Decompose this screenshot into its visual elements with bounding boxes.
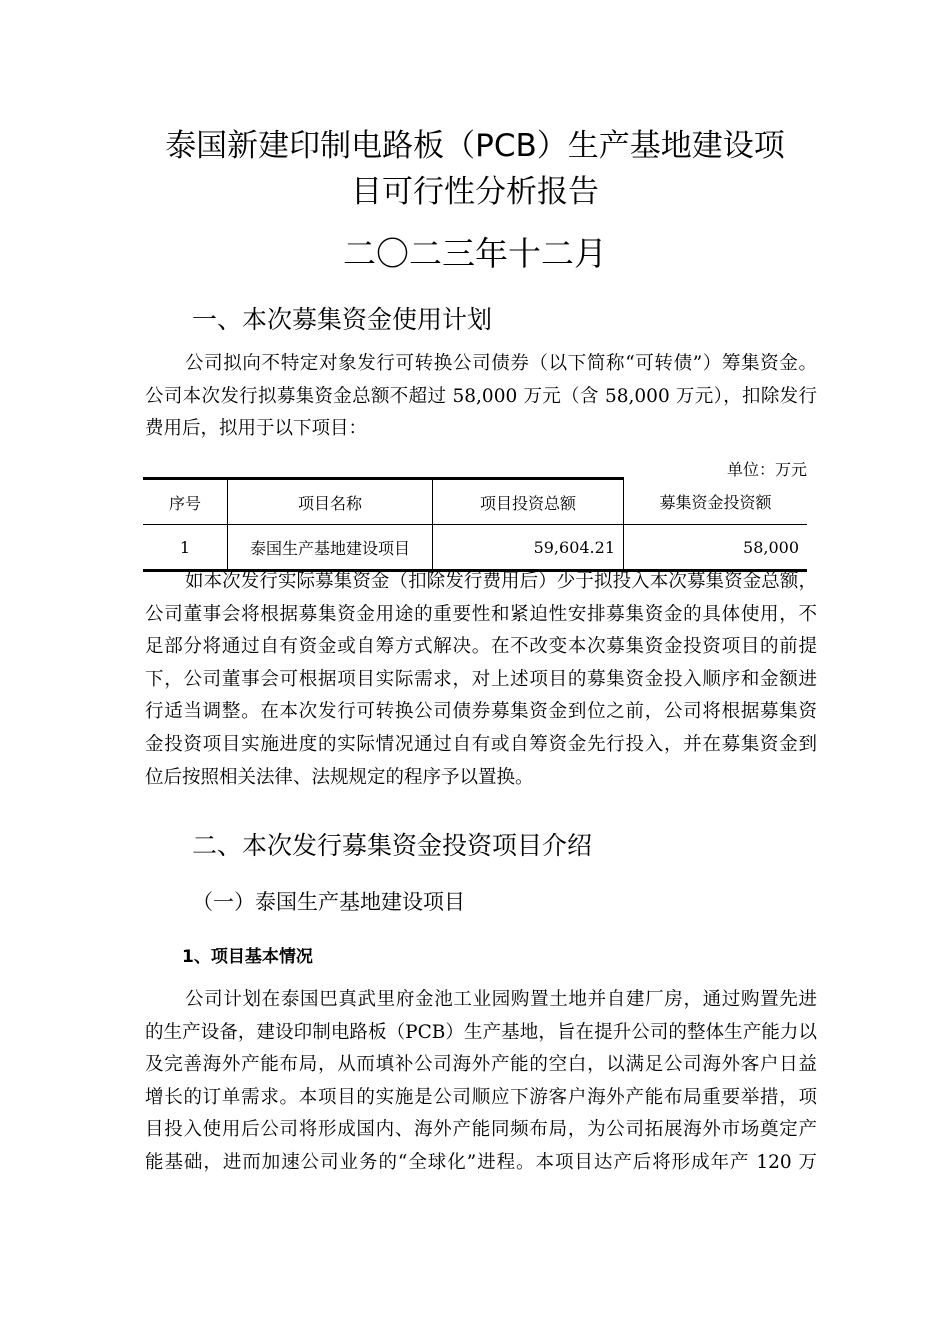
header-project-name: 项目名称 (228, 479, 433, 525)
text-line: 公司拟向不特定对象发行可转换公司债券（以下简称“可转债”）筹集资金。 (185, 353, 817, 374)
cell-total-investment: 59,604.21 (433, 525, 624, 571)
text-line: 目投入使用后公司将形成国内、海外产能同频布局，为公司拓展海外市场奠定产 (145, 1119, 817, 1141)
text-line: 行适当调整。在本次发行可转换公司债券募集资金到位之前，公司将根据募集资 (145, 701, 817, 723)
section1-heading: 一、本次募集资金使用计划 (192, 305, 493, 334)
table-header-row (143, 479, 807, 525)
document-title-line-2: 目可行性分析报告 (351, 174, 599, 210)
header-index: 序号 (143, 479, 228, 525)
text-line: 公司本次发行拟募集资金总额不超过 58,000 万元（含 58,000 万元），扣除发行 (145, 385, 817, 407)
text-line: 及完善海外产能布局，从而填补公司海外产能的空白，以满足公司海外客户日益 (145, 1054, 817, 1076)
text-line: 如本次发行实际募集资金（扣除发行费用后）少于拟投入本次募集资金总额， (185, 571, 817, 592)
header-total-investment: 项目投资总额 (433, 479, 624, 525)
table-row (143, 525, 807, 571)
section2-paragraph (145, 984, 817, 1180)
document-date: 二〇二三年十二月 (343, 234, 607, 273)
text-line: 公司董事会将根据募集资金用途的重要性和紧迫性安排募集资金的具体使用，不 (145, 603, 817, 625)
header-raised-funds: 募集资金投资额 (624, 479, 808, 525)
cell-project-name: 泰国生产基地建设项目 (228, 525, 433, 571)
text-line: 下，公司董事会可根据项目实际需求，对上述项目的募集资金投入顺序和金额进 (145, 668, 817, 690)
text-line: 公司计划在泰国巴真武里府金池工业园购置土地并自建厂房，通过购置先进 (185, 989, 817, 1010)
document-title-line-1: 泰国新建印制电路板（PCB）生产基地建设项 (165, 128, 785, 164)
text-line: 位后按照相关法律、法规规定的程序予以置换。 (145, 766, 534, 788)
text-line: 能基础，进而加速公司业务的“全球化”进程。本项目达产后将形成年产 120 万 (145, 1151, 817, 1173)
section2-heading: 二、本次发行募集资金投资项目介绍 (192, 831, 593, 860)
fund-use-table (143, 477, 807, 572)
section2-subsubheading: 1、项目基本情况 (182, 947, 313, 967)
text-line: 费用后，拟用于以下项目： (145, 418, 368, 440)
text-line: 增长的订单需求。本项目的实施是公司顺应下游客户海外产能布局重要举措，项 (145, 1086, 817, 1108)
text-line: 的生产设备，建设印制电路板（PCB）生产基地，旨在提升公司的整体生产能力以 (145, 1021, 817, 1043)
text-line: 足部分将通过自有资金或自筹方式解决。在不改变本次募集资金投资项目的前提 (145, 636, 817, 658)
section2-subheading: （一）泰国生产基地建设项目 (192, 890, 465, 914)
section1-paragraph2 (145, 566, 817, 794)
cell-raised-funds: 58,000 (624, 525, 808, 571)
cell-index: 1 (143, 525, 228, 571)
section1-paragraph1 (145, 348, 817, 446)
unit-label: 单位：万元 (726, 460, 807, 479)
text-line: 金投资项目实施进度的实际情况通过自有或自筹资金先行投入，并在募集资金到 (145, 733, 817, 755)
